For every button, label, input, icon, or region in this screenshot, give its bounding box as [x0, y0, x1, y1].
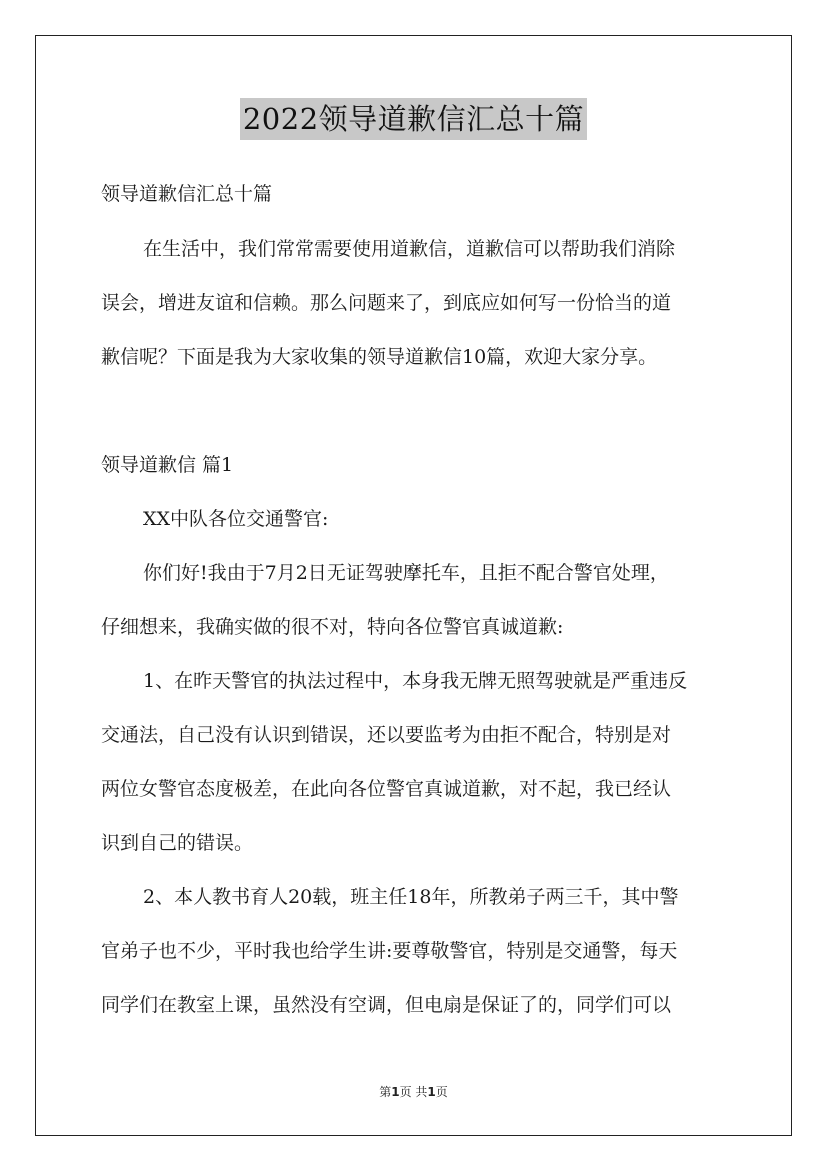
- footer-prefix: 第: [379, 1085, 392, 1099]
- footer-page-number: 1: [391, 1085, 400, 1099]
- page-footer: [0, 1083, 827, 1100]
- body-line-8: 官弟子也不少，平时我也给学生讲:要尊敬警官，特别是交通警，每天: [101, 940, 678, 962]
- body-line-1: 你们好!我由于7月2日无证驾驶摩托车，且拒不配合警官处理，: [143, 562, 669, 584]
- intro-line-2: 误会，增进友谊和信赖。那么问题来了，到底应如何写一份恰当的道: [101, 292, 672, 314]
- body-line-7: 2、本人教书育人20载，班主任18年，所教弟子两三千，其中警: [143, 886, 679, 908]
- body-line-5: 两位女警官态度极差，在此向各位警官真诚道歉，对不起，我已经认: [101, 778, 672, 800]
- body-line-2: 仔细想来，我确实做的很不对，特向各位警官真诚道歉:: [101, 616, 564, 638]
- body-line-3: 1、在昨天警官的执法过程中，本身我无牌无照驾驶就是严重违反: [143, 670, 688, 692]
- section-heading: 领导道歉信 篇1: [101, 454, 234, 476]
- salutation: XX中队各位交通警官:: [143, 508, 329, 530]
- intro-line-3: 歉信呢？下面是我为大家收集的领导道歉信10篇，欢迎大家分享。: [101, 346, 658, 368]
- body-line-6: 识到自己的错误。: [101, 832, 254, 854]
- body-line-4: 交通法，自己没有认识到错误，还以要监考为由拒不配合，特别是对: [101, 724, 672, 746]
- footer-middle: 页 共: [399, 1085, 428, 1099]
- title-container: [0, 98, 827, 140]
- footer-suffix: 页: [435, 1085, 448, 1099]
- document-title: 2022领导道歉信汇总十篇: [240, 98, 587, 140]
- document-subtitle: 领导道歉信汇总十篇: [101, 183, 273, 205]
- footer-page-total: 1: [427, 1085, 436, 1099]
- intro-line-1: 在生活中，我们常常需要使用道歉信，道歉信可以帮助我们消除: [143, 238, 676, 260]
- body-line-9: 同学们在教室上课，虽然没有空调，但电扇是保证了的，同学们可以: [101, 994, 672, 1016]
